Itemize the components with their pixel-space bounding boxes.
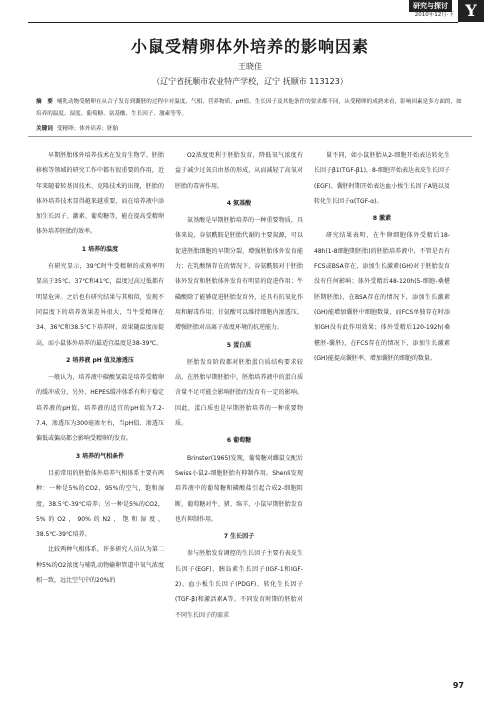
paragraph: 研究结果表明，在牛卵细胞体外受精后18-48h(1-8细胞期胚胎)的胚胎培养液中，不管是否有FCS或BSA存在，添加生长激素(GH)对于胚胎发育没有任何影响；体外受精后48-120h(5-细胞-桑椹胚期胚胎)，在BSA存在的情况下，添加生长激素(GH)能增加囊胚中细胞数量，而FCS单独存在时添加GH没有此作用效果；体外受精后120-192h(桑椹胚-囊胚)，在FCS存在的情况下，添加生长激素(GH)能提高囊胚率，增加囊胚的细胞的数量。: [314, 232, 450, 362]
section-heading: 8 激素: [372, 215, 392, 223]
section-heading: 5 蛋白质: [226, 341, 252, 349]
keywords-label: 关键词: [36, 126, 53, 132]
journal-name: 研究与探讨: [409, 0, 452, 12]
paragraph: 目前常用的胚胎体外培养气相体系主要有两种：一种是5%的CO2，95%的空气，饱和湿度，38.5℃-39℃培养；另一种是5%的CO2，5%的O2，90%的N2，饱和湿度，38.5℃-39℃培养。: [36, 469, 164, 539]
keywords-text: 受精卵；体外培养；胚胎: [56, 126, 119, 132]
section-heading: 3 培养的气相条件: [75, 452, 125, 460]
paragraph: O2浓度更利于胚胎发育，降低氧气浓度有益于减少过氧自由基的形成，从而减轻了高氧对胚胎的毒害作用。: [175, 152, 303, 190]
paragraph: 有研究显示，39℃时牛受精卵的成熟率明显高于35℃、37℃和41℃，温度过高过低都有明显危害。之后也有研究结果与其相似，发现不同温度下的培养效果差异很大，当牛受精卵在34、36℃和38.5℃下培养时，效果随温度而提高，而小鼠体外培养的最适宜温度是38-39℃。: [36, 263, 164, 347]
abstract-text: 哺乳动物受精卵在从合子发育到囊胚的过程中对温度、气相、营养物质、pH值、生长因子及其他条件的要求都不同，从受精卵的成熟来看，影响因素是多方面的，如培养的温度、湿度、葡萄糖、氨基酸、生长因子、激素等等。: [36, 99, 462, 117]
paragraph: 比较两种气相体系，许多研究人员认为第二种5%的O2浓度与哺乳动物输卵管道中氧气浓度相一致，远比空气中的20%的: [36, 546, 164, 585]
section-heading: 1 培养的温度: [81, 245, 119, 253]
column-3: [314, 148, 450, 366]
author: 王晓佳: [238, 62, 262, 71]
paragraph: 一般认为，培养液中碳酸氢盐是培养受精卵的缓冲成分，另外，HEPES缓冲体系有利于稳定培养液的pH值，培养液的适宜的pH值为7.2-7.4，渗透压为300毫渗左右，当pH值、渗透压偏低或偏高都会影响受精卵的发育。: [36, 374, 164, 443]
column-2: [175, 148, 303, 623]
paragraph: Brinster(1965)发现，葡萄糖对雌鼠交配后Swiss小鼠2-细胞胚胎有抑制作用。Shenli发现培养液中的葡萄糖和磷酸盐引起合成2-细胞阻断，葡萄糖对牛、猪、绵羊、小鼠早期胚胎发育也有抑制作用。: [175, 454, 303, 523]
paragraph: 氨基酸是早期胚胎培养的一种重要物质，具体来说，谷氨酰胺是胚胎代谢的主要氮源，可以促进胚胎细胞的早期分裂，增强胚胎体外发育能力；在乳酸钠存在的情况下，谷氨酰胺对于胚胎体外发育和胚胎体外发育有明显的促进作用；牛磺酸除了能够促进胚胎发育外，还具有抗氧化作用和解毒作用；甘氨酸可以维持细胞内渗透压，增强胚胎对高离子浓度环境的抗逆能力。: [175, 217, 303, 332]
paragraph: 量不同，如小鼠胚胎从2-细胞开始表达转化生长因子β1(TGF-β1)，8-细胞开始表达表皮生长因子(EGF)、囊胚时期开始表达血小板生长因子A链以及转化生长因子α(TGF-α)。: [314, 152, 450, 205]
paragraph: 胚胎发育阶段都对胚胎蛋白质结构要求较高，在胚胎早期胚胎中，胚胎培养液中的蛋白质含量不足可能会影响胚胎的发育有一定的影响。因此，蛋白质也是早期胚胎培养的一种重要物质。: [175, 358, 303, 428]
body-rule: [28, 136, 472, 137]
section-heading: 4 氨基酸: [226, 199, 252, 207]
affiliation: （辽宁省抚顺市农业特产学校，辽宁 抚顺市 113123）: [152, 77, 348, 86]
section-heading: 6 葡萄糖: [226, 437, 252, 445]
header-rule: [28, 22, 458, 23]
article-title: 小鼠受精卵体外培养的影响因素: [130, 37, 369, 56]
journal-logo: Y: [458, 0, 484, 22]
paragraph: 早期胚胎体外培养技术在发育生物学、胚胎移植等领域的研究工作中都有很重要的作用，近年来随着转基因技术、克隆技术的出现，胚胎的体外培养技术显得越来越重要，而在培养液中添加生长因子、激素、葡萄糖等，能在提高受精卵体外培养胚胎的效率。: [36, 152, 164, 236]
section-heading: 2 培养液 pH 值及渗透压: [66, 356, 134, 364]
paragraph: 参与胚胎发育调控的生长因子主要有表皮生长因子(EGF)、胰岛素生长因子(IGF-1和IGF-2)、血小板生长因子(PDGF)、转化生长因子(TGF-β)和激活素A等。不同发育时期的胚胎对不同生长因子的需求: [175, 550, 303, 619]
page-number: 97: [452, 681, 464, 690]
keywords: [36, 124, 464, 132]
section-heading: 7 生长因子: [223, 533, 255, 541]
abstract-label: 摘 要: [36, 99, 53, 105]
column-1: [36, 148, 164, 588]
abstract: [36, 96, 464, 120]
journal-date: 2010年12月·下: [414, 12, 454, 18]
